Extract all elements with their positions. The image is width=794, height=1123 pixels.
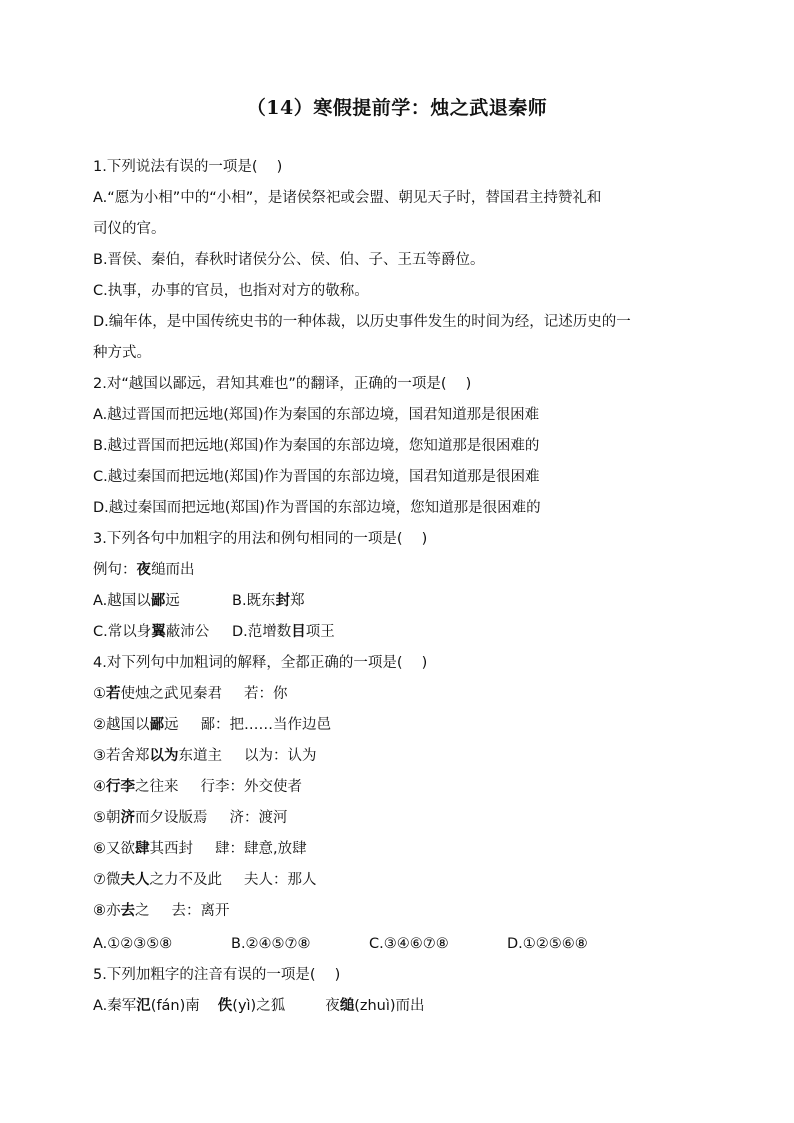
q4-item: [93, 777, 302, 797]
q5-a-bold-1: 氾: [136, 998, 151, 1014]
q3-example: [93, 560, 195, 580]
q4-option-a: A.①②③⑤⑧: [93, 936, 173, 952]
q3-options-ab: [93, 591, 305, 611]
q4-item-number: ④: [93, 779, 106, 795]
q3-option-a: [93, 591, 232, 611]
q4-item-number: ⑥: [93, 841, 106, 857]
q4-item: [93, 901, 230, 921]
q4-item: [93, 746, 317, 766]
q4-item-pre: 朝: [106, 810, 121, 826]
q3-c-post: 蔽沛公: [165, 624, 210, 640]
q4-item-gloss: 济：渡河: [229, 810, 288, 826]
q2-option-b: B.越过晋国而把远地(郑国)作为秦国的东部边境，您知道那是很困难的: [93, 438, 540, 454]
q1-option-b: B.晋侯、秦伯，春秋时诸侯分公、侯、伯、子、王五等爵位。: [93, 252, 485, 268]
q3-d-pre: D.范增数: [232, 624, 292, 640]
q3-options-cd: [93, 622, 335, 642]
q4-item-rest: 之力不及此: [149, 872, 222, 888]
q4-item-gloss: 肆：肆意,放肆: [215, 841, 307, 857]
q4-item-rest: 之: [135, 903, 150, 919]
q3-b-bold: 封: [275, 593, 291, 609]
q4-item-pre: 亦: [106, 903, 121, 919]
q4-item-number: ⑧: [93, 903, 106, 919]
q4-item-pre: 又欲: [106, 841, 135, 857]
q3-c-bold: 翼: [151, 624, 166, 640]
q4-option-d: D.①②⑤⑥⑧: [507, 936, 588, 952]
q5-stem: 5.下列加粗字的注音有误的一项是( ): [93, 967, 341, 983]
q1-option-a: A.“愿为小相”中的“小相”，是诸侯祭祀或会盟、朝见天子时，替国君主持赞礼和: [93, 190, 602, 206]
q3-stem: 3.下列各句中加粗字的用法和例句相同的一项是( ): [93, 531, 428, 547]
q4-item-pre: 越国以: [106, 717, 150, 733]
q3-example-prefix: 例句：: [93, 562, 137, 578]
q3-c-pre: C.常以身: [93, 624, 152, 640]
q4-item-bold: 去: [120, 903, 135, 919]
q4-item-gloss: 若：你: [244, 686, 288, 702]
q4-item-pre: 微: [106, 872, 121, 888]
q4-option-b: B.②④⑤⑦⑧: [231, 936, 311, 952]
q4-item: [93, 808, 288, 828]
q3-a-bold: 鄙: [150, 593, 166, 609]
q2-option-a: A.越过晋国而把远地(郑国)作为秦国的东部边境，国君知道那是很困难: [93, 407, 540, 423]
q4-item-bold: 鄙: [149, 717, 164, 733]
q5-a-pinyin-1: (fán)南: [150, 998, 200, 1014]
q4-item-pre: 若舍郑: [106, 748, 150, 764]
q4-item-bold: 肆: [135, 841, 150, 857]
q4-item-bold: 以为: [149, 748, 179, 764]
q2-stem: 2.对“越国以鄙远，君知其难也”的翻译，正确的一项是( ): [93, 376, 472, 392]
q2-option-d: D.越过秦国而把远地(郑国)作为晋国的东部边境，您知道那是很困难的: [93, 500, 541, 516]
q1-option-d-cont: 种方式。: [93, 345, 151, 361]
q4-item-bold: 济: [120, 810, 135, 826]
q4-item-gloss: 夫人：那人: [244, 872, 317, 888]
q3-option-b: [232, 591, 305, 611]
q5-a-pinyin-3: (zhuì)而出: [354, 998, 425, 1014]
q3-a-post: 远: [165, 593, 180, 609]
q3-d-bold: 目: [291, 624, 306, 640]
q4-item-number: ⑤: [93, 810, 106, 826]
q4-item: [93, 684, 288, 704]
q1-option-d: D.编年体，是中国传统史书的一种体裁，以历史事件发生的时间为经，记述历史的一: [93, 314, 631, 330]
q4-item-rest: 东道主: [178, 748, 222, 764]
q4-item-gloss: 鄙：把……当作边邑: [200, 717, 331, 733]
q1-stem: 1.下列说法有误的一项是( ): [93, 159, 283, 175]
q3-option-d: [232, 622, 335, 642]
q4-item-gloss: 去：离开: [171, 903, 230, 919]
q5-a-pinyin-2: (yì)之狐: [232, 998, 286, 1014]
q4-option-c: C.③④⑥⑦⑧: [369, 936, 449, 952]
q4-item-rest: 而夕设版焉: [135, 810, 208, 826]
q4-item: [93, 870, 317, 890]
q4-options: [93, 934, 588, 954]
q3-b-pre: B.既东: [232, 593, 276, 609]
q2-option-c: C.越过秦国而把远地(郑国)作为晋国的东部边境，国君知道那是很困难: [93, 469, 540, 485]
q4-item: [93, 715, 331, 735]
q5-a-bold-3: 缒: [339, 998, 355, 1014]
q4-item-bold: 若: [106, 686, 121, 702]
q3-example-suffix: 缒而出: [151, 562, 195, 578]
q5-a-pre-3: 夜: [325, 998, 340, 1014]
q4-item-rest: 远: [164, 717, 179, 733]
q4-item-number: ③: [93, 748, 106, 764]
q4-item-rest: 使烛之武见秦君: [120, 686, 222, 702]
q3-d-post: 项王: [305, 624, 335, 640]
q4-item: [93, 839, 307, 859]
q4-item-number: ②: [93, 717, 106, 733]
q4-item-number: ①: [93, 686, 106, 702]
q3-option-c: [93, 622, 232, 642]
q4-stem: 4.对下列句中加粗词的解释，全都正确的一项是( ): [93, 655, 428, 671]
q4-item-rest: 其西封: [149, 841, 193, 857]
q4-item-number: ⑦: [93, 872, 106, 888]
q5-a-pre: A.秦军: [93, 998, 137, 1014]
q4-item-bold: 夫人: [120, 872, 150, 888]
q3-a-pre: A.越国以: [93, 593, 151, 609]
q3-b-post: 郑: [290, 593, 305, 609]
q3-example-bold: 夜: [136, 562, 151, 578]
q4-item-rest: 之往来: [135, 779, 179, 795]
page-title: （14）寒假提前学：烛之武退秦师: [246, 97, 548, 119]
q5-option-a: [93, 996, 425, 1016]
q4-item-gloss: 以为：认为: [244, 748, 317, 764]
q4-item-gloss: 行李：外交使者: [200, 779, 302, 795]
q1-option-c: C.执事，办事的官员，也指对对方的敬称。: [93, 283, 369, 299]
q4-item-bold: 行李: [106, 779, 135, 795]
q5-a-bold-2: 佚: [217, 998, 233, 1014]
q1-option-a-cont: 司仪的官。: [93, 221, 166, 237]
